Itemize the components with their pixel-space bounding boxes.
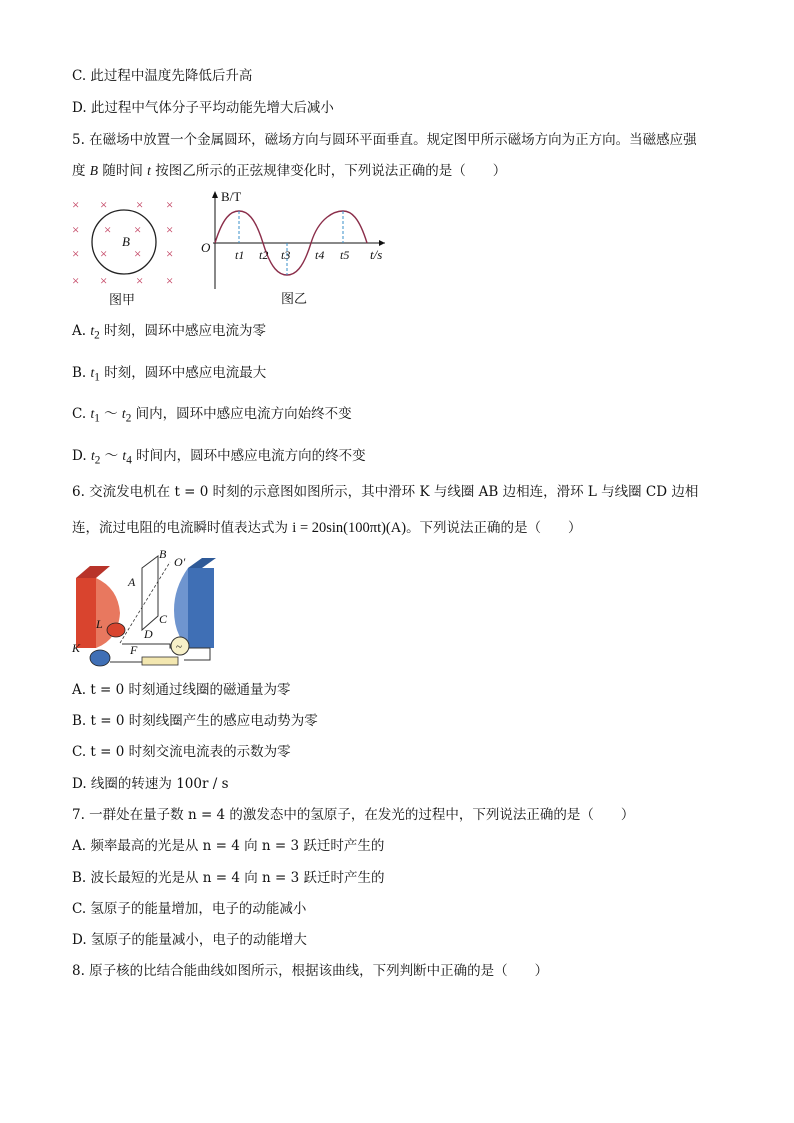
y-axis-arrow-icon: [212, 191, 218, 198]
tilde: ～: [100, 448, 123, 464]
q5-option-d: [72, 446, 366, 471]
cross-icon: ×: [136, 273, 144, 288]
cross-icon: ×: [134, 246, 142, 261]
figure-caption: 图甲: [109, 292, 136, 307]
subscript: 4: [126, 454, 132, 467]
var-t: t: [122, 448, 127, 463]
cross-icon: ×: [136, 197, 144, 212]
label-a: A: [128, 575, 136, 589]
q7-stem: 7. 一群处在量子数 n = 4 的激发态中的氢原子，在发光的过程中，下列说法正确的是（ ）: [72, 807, 635, 823]
label-k: K: [72, 641, 81, 655]
q5-option-c: [72, 404, 352, 429]
cross-icon: ×: [166, 246, 174, 261]
q5-option-b: [72, 363, 266, 388]
subscript: 1: [94, 371, 100, 384]
origin-label: O: [201, 240, 211, 255]
label-d: D: [144, 627, 153, 641]
cross-icon: ×: [134, 222, 142, 237]
q6-stem-line1: 6. 交流发电机在 t = 0 时刻的示意图如图所示，其中滑环 K 与线圈 AB 边相连，滑环 L 与线圈 CD 边相: [72, 484, 699, 500]
option-text: 时间内，圆环中感应电流方向的终不变: [131, 448, 366, 464]
cross-icon: ×: [166, 197, 174, 212]
coil: [142, 556, 158, 630]
q6-generator-figure: [70, 548, 220, 672]
label-c: C: [159, 612, 168, 626]
q5-figure-yi: [195, 185, 395, 310]
q5-stem-text: 度: [72, 163, 90, 179]
label-l: L: [96, 617, 103, 631]
slip-ring-k: [90, 650, 110, 666]
cross-icon: ×: [100, 246, 108, 261]
q5-stem-line2: [72, 161, 506, 181]
cross-icon: ×: [100, 273, 108, 288]
q6-option-b: B. t = 0 时刻线圈产生的感应电动势为零: [72, 713, 318, 729]
x-axis-arrow-icon: [379, 240, 385, 246]
option-prefix: C.: [72, 406, 91, 422]
q7-option-c: C. 氢原子的能量增加，电子的动能减小: [72, 901, 307, 917]
var-t: t: [90, 448, 95, 463]
var-t: t: [121, 406, 126, 421]
magnet-n-pole: [96, 578, 120, 648]
subscript: 2: [94, 454, 101, 467]
q4-option-c: C. 此过程中温度先降低后升高: [72, 68, 253, 84]
q5-var-t: t: [147, 163, 151, 178]
q6-formula: i = 20sin(100πt)(A): [292, 520, 407, 536]
option-prefix: D.: [72, 448, 91, 464]
subscript: 2: [94, 329, 100, 342]
q6-option-d: D. 线圈的转速为 100r / s: [72, 776, 229, 792]
figure-caption: 图乙: [281, 291, 308, 306]
label-f: F: [130, 643, 138, 657]
magnet-s-pole: [174, 568, 188, 648]
var-t: t: [90, 406, 95, 421]
q5-stem-line1: 5. 在磁场中放置一个金属圆环，磁场方向与圆环平面垂直。规定图甲所示磁场方向为正方向。当磁感应强: [72, 132, 697, 148]
slip-ring-l: [107, 623, 125, 637]
cross-icon: ×: [72, 246, 80, 261]
field-label: B: [122, 234, 130, 249]
cross-icon: ×: [72, 273, 80, 288]
cross-icon: ×: [166, 222, 174, 237]
cross-icon: ×: [166, 273, 174, 288]
q5-stem-text: 按图乙所示的正弦规律变化时，下列说法正确的是（ ）: [150, 163, 507, 179]
q5-stem-text: 随时间: [98, 163, 148, 179]
label-o-prime: O′: [174, 555, 186, 569]
cross-icon: ×: [100, 197, 108, 212]
var-t: t: [90, 323, 95, 338]
q6-option-c: C. t = 0 时刻交流电流表的示数为零: [72, 744, 291, 760]
option-text: 时刻，圆环中感应电流最大: [99, 365, 267, 381]
tick-t1: t1: [235, 248, 245, 262]
cross-icon: ×: [72, 222, 80, 237]
q4-option-d: D. 此过程中气体分子平均动能先增大后减小: [72, 100, 334, 116]
q6-stem-text: 连，流过电阻的电流瞬时值表达式为: [72, 520, 293, 536]
tick-t2: t2: [259, 248, 269, 262]
q5-var-b: B: [89, 163, 99, 178]
tick-t4: t4: [315, 248, 325, 262]
option-text: 时刻，圆环中感应电流为零: [99, 323, 267, 339]
option-text: 间内，圆环中感应电流方向始终不变: [131, 406, 352, 422]
q6-stem-line2: [72, 518, 582, 538]
q7-option-d: D. 氢原子的能量减小，电子的动能增大: [72, 932, 307, 948]
q7-option-a: A. 频率最高的光是从 n = 4 向 n = 3 跃迁时产生的: [72, 838, 385, 854]
resistor: [142, 657, 178, 665]
q6-option-a: A. t = 0 时刻通过线圈的磁通量为零: [72, 682, 291, 698]
magnet-n: [76, 578, 96, 648]
subscript: 2: [125, 412, 132, 425]
y-axis-label: B/T: [221, 189, 242, 204]
q5-option-a: [72, 321, 266, 346]
var-t: t: [90, 365, 95, 380]
tick-t5: t5: [340, 248, 350, 262]
cross-icon: ×: [104, 222, 112, 237]
q8-stem: 8. 原子核的比结合能曲线如图所示，根据该曲线，下列判断中正确的是（ ）: [72, 963, 549, 979]
magnet-s: [188, 568, 214, 648]
q6-stem-text: 。下列说法正确的是（ ）: [406, 520, 582, 536]
tick-t3: t3: [281, 248, 291, 262]
subscript: 1: [94, 412, 100, 425]
label-b: B: [159, 548, 167, 561]
option-prefix: A.: [72, 323, 91, 339]
q7-option-b: B. 波长最短的光是从 n = 4 向 n = 3 跃迁时产生的: [72, 870, 385, 886]
cross-icon: ×: [72, 197, 80, 212]
ac-symbol: ~: [176, 641, 182, 653]
magnet-s-top: [188, 558, 216, 568]
q5-figure-jia: [64, 190, 194, 310]
magnet-n-top: [76, 566, 110, 578]
x-axis-label: t/s: [370, 247, 383, 262]
option-prefix: B.: [72, 365, 91, 381]
tilde: ～: [99, 406, 122, 422]
